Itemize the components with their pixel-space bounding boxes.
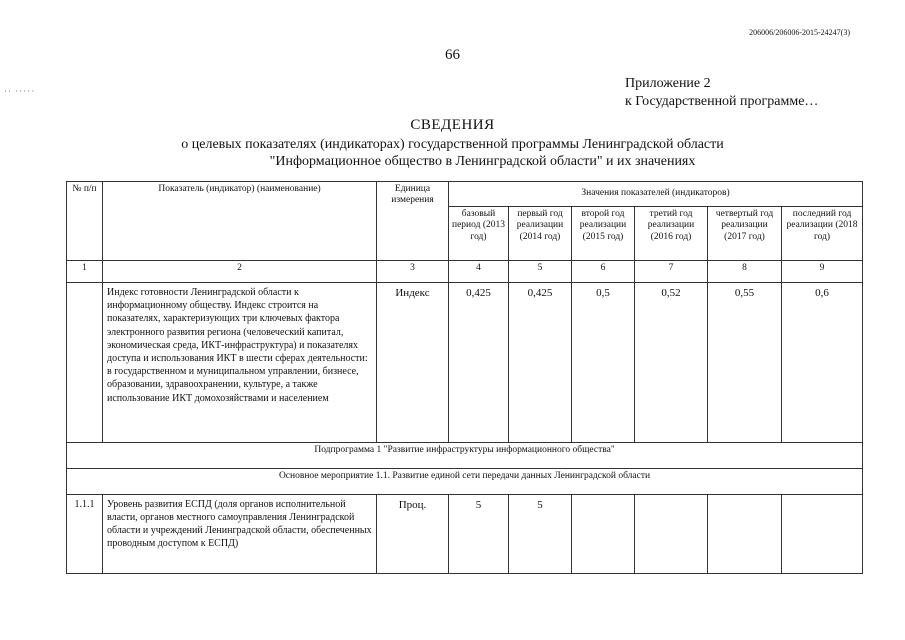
- value-2013: 5: [449, 495, 509, 574]
- document-id: 206006/206006-2015-24247(3): [749, 28, 850, 37]
- value-2017: 0,55: [708, 283, 782, 443]
- column-number: 9: [782, 261, 863, 283]
- main-event-title: Основное мероприятие 1.1. Развитие единой сети передачи данных Ленинградской области: [67, 469, 863, 495]
- header-indicator: Показатель (индикатор) (наименование): [103, 182, 377, 261]
- value-2018: [782, 495, 863, 574]
- appendix-reference: к Государственной программе…: [625, 94, 819, 109]
- column-numbers-row: [67, 261, 863, 283]
- column-number: 2: [103, 261, 377, 283]
- main-event-row: [67, 469, 863, 495]
- value-2015: [572, 495, 635, 574]
- value-2015: 0,5: [572, 283, 635, 443]
- column-number: 1: [67, 261, 103, 283]
- column-number: 5: [509, 261, 572, 283]
- value-2016: 0,52: [635, 283, 708, 443]
- table-row: [67, 283, 863, 443]
- header-row-top: [67, 182, 863, 207]
- indicator-description: Уровень развития ЕСПД (доля органов исполнительной власти, органов местного самоуправления Ленинградской области и учреждений Ленинградской области, обеспеченных проводным доступом к ЕСПД): [103, 495, 377, 574]
- row-num: 1.1.1: [67, 495, 103, 574]
- header-period-2015: второй год реализации (2015 год): [572, 207, 635, 261]
- row-num: [67, 283, 103, 443]
- value-2016: [635, 495, 708, 574]
- header-period-2018: последний год реализации (2018 год): [782, 207, 863, 261]
- header-num: № п/п: [67, 182, 103, 261]
- unit-cell: Индекс: [377, 283, 449, 443]
- column-number: 6: [572, 261, 635, 283]
- value-2017: [708, 495, 782, 574]
- subprogram-title: Подпрограмма 1 "Развитие инфраструктуры информационного общества": [67, 443, 863, 469]
- document-title: СВЕДЕНИЯ: [410, 117, 495, 133]
- header-period-2013: базовый период (2013 год): [449, 207, 509, 261]
- column-number: 4: [449, 261, 509, 283]
- indicator-description: Индекс готовности Ленинградской области к информационному обществу. Индекс строится на показателях, характеризующих три ключевых фактора электронного развития региона (человеческий капитал, экономическая среда, ИКТ-инфраструктура) и показателях доступа и использования ИКТ в шести сферах деятельности: в государственном и муниципальном управлении, бизнесе, образовании, здравоохранении, культуре, а также использование ИКТ домохозяйствами и населением: [103, 283, 377, 443]
- page-number: 66: [445, 47, 460, 63]
- value-2018: 0,6: [782, 283, 863, 443]
- subprogram-row: [67, 443, 863, 469]
- appendix-label: Приложение 2: [625, 76, 711, 91]
- header-period-2014: первый год реализации (2014 год): [509, 207, 572, 261]
- table-row: [67, 495, 863, 574]
- margin-dots: ·· ·····: [4, 86, 36, 96]
- value-2013: 0,425: [449, 283, 509, 443]
- value-2014: 5: [509, 495, 572, 574]
- header-period-2016: третий год реализации (2016 год): [635, 207, 708, 261]
- column-number: 8: [708, 261, 782, 283]
- document-subtitle-line2: "Информационное общество в Ленинградской области" и их значениях: [269, 154, 696, 169]
- document-subtitle-line1: о целевых показателях (индикаторах) государственной программы Ленинградской области: [181, 137, 724, 152]
- indicators-table: [66, 181, 863, 574]
- header-period-2017: четвертый год реализации (2017 год): [708, 207, 782, 261]
- unit-cell: Проц.: [377, 495, 449, 574]
- column-number: 3: [377, 261, 449, 283]
- value-2014: 0,425: [509, 283, 572, 443]
- header-values-group: Значения показателей (индикаторов): [449, 182, 863, 207]
- column-number: 7: [635, 261, 708, 283]
- header-unit: Единица измерения: [377, 182, 449, 261]
